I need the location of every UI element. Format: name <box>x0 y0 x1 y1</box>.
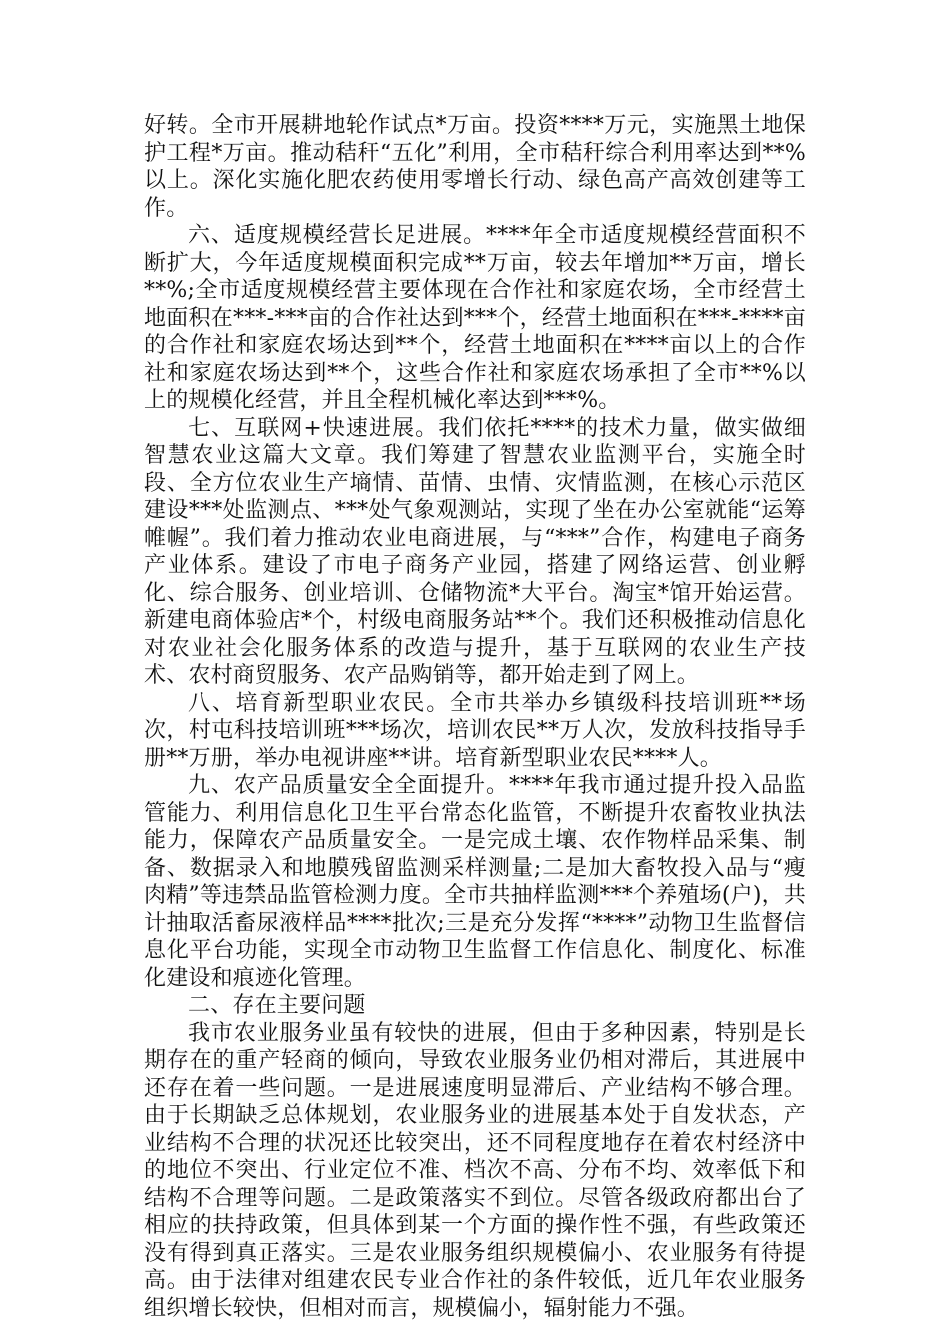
document-page <box>144 112 806 1322</box>
paragraph-item-7: 七、互联网+快速进展。我们依托****的技术力量，做实做细智慧农业这篇大文章。我们筹建了智慧农业监测平台，实施全时段、全方位农业生产墒情、苗情、虫情、灾情监测，在核心示范区建设***处监测点、***处气象观测站，实现了坐在办公室就能“运筹帷幄”。我们着力推动农业电商进展，与“***”合作，构建电子商务产业体系。建设了市电子商务产业园，搭建了网络运营、创业孵化、综合服务、创业培训、仓储物流*大平台。淘宝*馆开始运营。新建电商体验店*个，村级电商服务站**个。我们还积极推动信息化对农业社会化服务体系的改造与提升，基于互联网的农业生产技术、农村商贸服务、农产品购销等，都开始走到了网上。 <box>144 415 806 688</box>
paragraph-item-6: 六、适度规模经营长足进展。****年全市适度规模经营面积不断扩大，今年适度规模面积完成**万亩，较去年增加**万亩，增长**%;全市适度规模经营主要体现在合作社和家庭农场，全市经营土地面积在***-***亩的合作社达到***个，经营土地面积在***-****亩的合作社和家庭农场达到**个，经营土地面积在****亩以上的合作社和家庭农场达到**个，这些合作社和家庭农场承担了全市**%以上的规模化经营，并且全程机械化率达到***%。 <box>144 223 806 413</box>
paragraph-problems: 我市农业服务业虽有较快的进展，但由于多种因素，特别是长期存在的重产轻商的倾向，导致农业服务业仍相对滞后，其进展中还存在着一些问题。一是进展速度明显滞后、产业结构不够合理。由于长期缺乏总体规划，农业服务业的进展基本处于自发状态，产业结构不合理的状况还比较突出，还不同程度地存在着农村经济中的地位不突出、行业定位不准、档次不高、分布不均、效率低下和结构不合理等问题。二是政策落实不到位。尽管各级政府都出台了相应的扶持政策，但具体到某一个方面的操作性不强，有些政策还没有得到真正落实。三是农业服务组织规模偏小、农业服务有待提高。由于法律对组建农民专业合作社的条件较低，近几年农业服务组织增长较快，但相对而言，规模偏小，辐射能力不强。 <box>144 1020 806 1321</box>
paragraph-item-9: 九、农产品质量安全全面提升。****年我市通过提升投入品监管能力、利用信息化卫生平台常态化监管，不断提升农畜牧业执法能力，保障农产品质量安全。一是完成土壤、农作物样品采集、制备、数据录入和地膜残留监测采样测量;二是加大畜牧投入品与“瘦肉精”等违禁品监管检测力度。全市共抽样监测***个养殖场(户)，共计抽取活畜尿液样品****批次;三是充分发挥“****”动物卫生监督信息化平台功能，实现全市动物卫生监督工作信息化、制度化、标准化建设和痕迹化管理。 <box>144 773 807 991</box>
section-heading: 二、存在主要问题 <box>188 993 366 1018</box>
paragraph-item-8: 八、培育新型职业农民。全市共举办乡镇级科技培训班**场次，村屯科技培训班***场次，培训农民**万人次，发放科技指导手册**万册，举办电视讲座**讲。培育新型职业农民****人。 <box>144 690 806 771</box>
paragraph-continuation: 好转。全市开展耕地轮作试点*万亩。投资****万元，实施黑土地保护工程*万亩。推动秸秆“五化”利用，全市秸秆综合利用率达到**%以上。深化实施化肥农药使用零增长行动、绿色高产高效创建等工作。 <box>144 113 806 221</box>
